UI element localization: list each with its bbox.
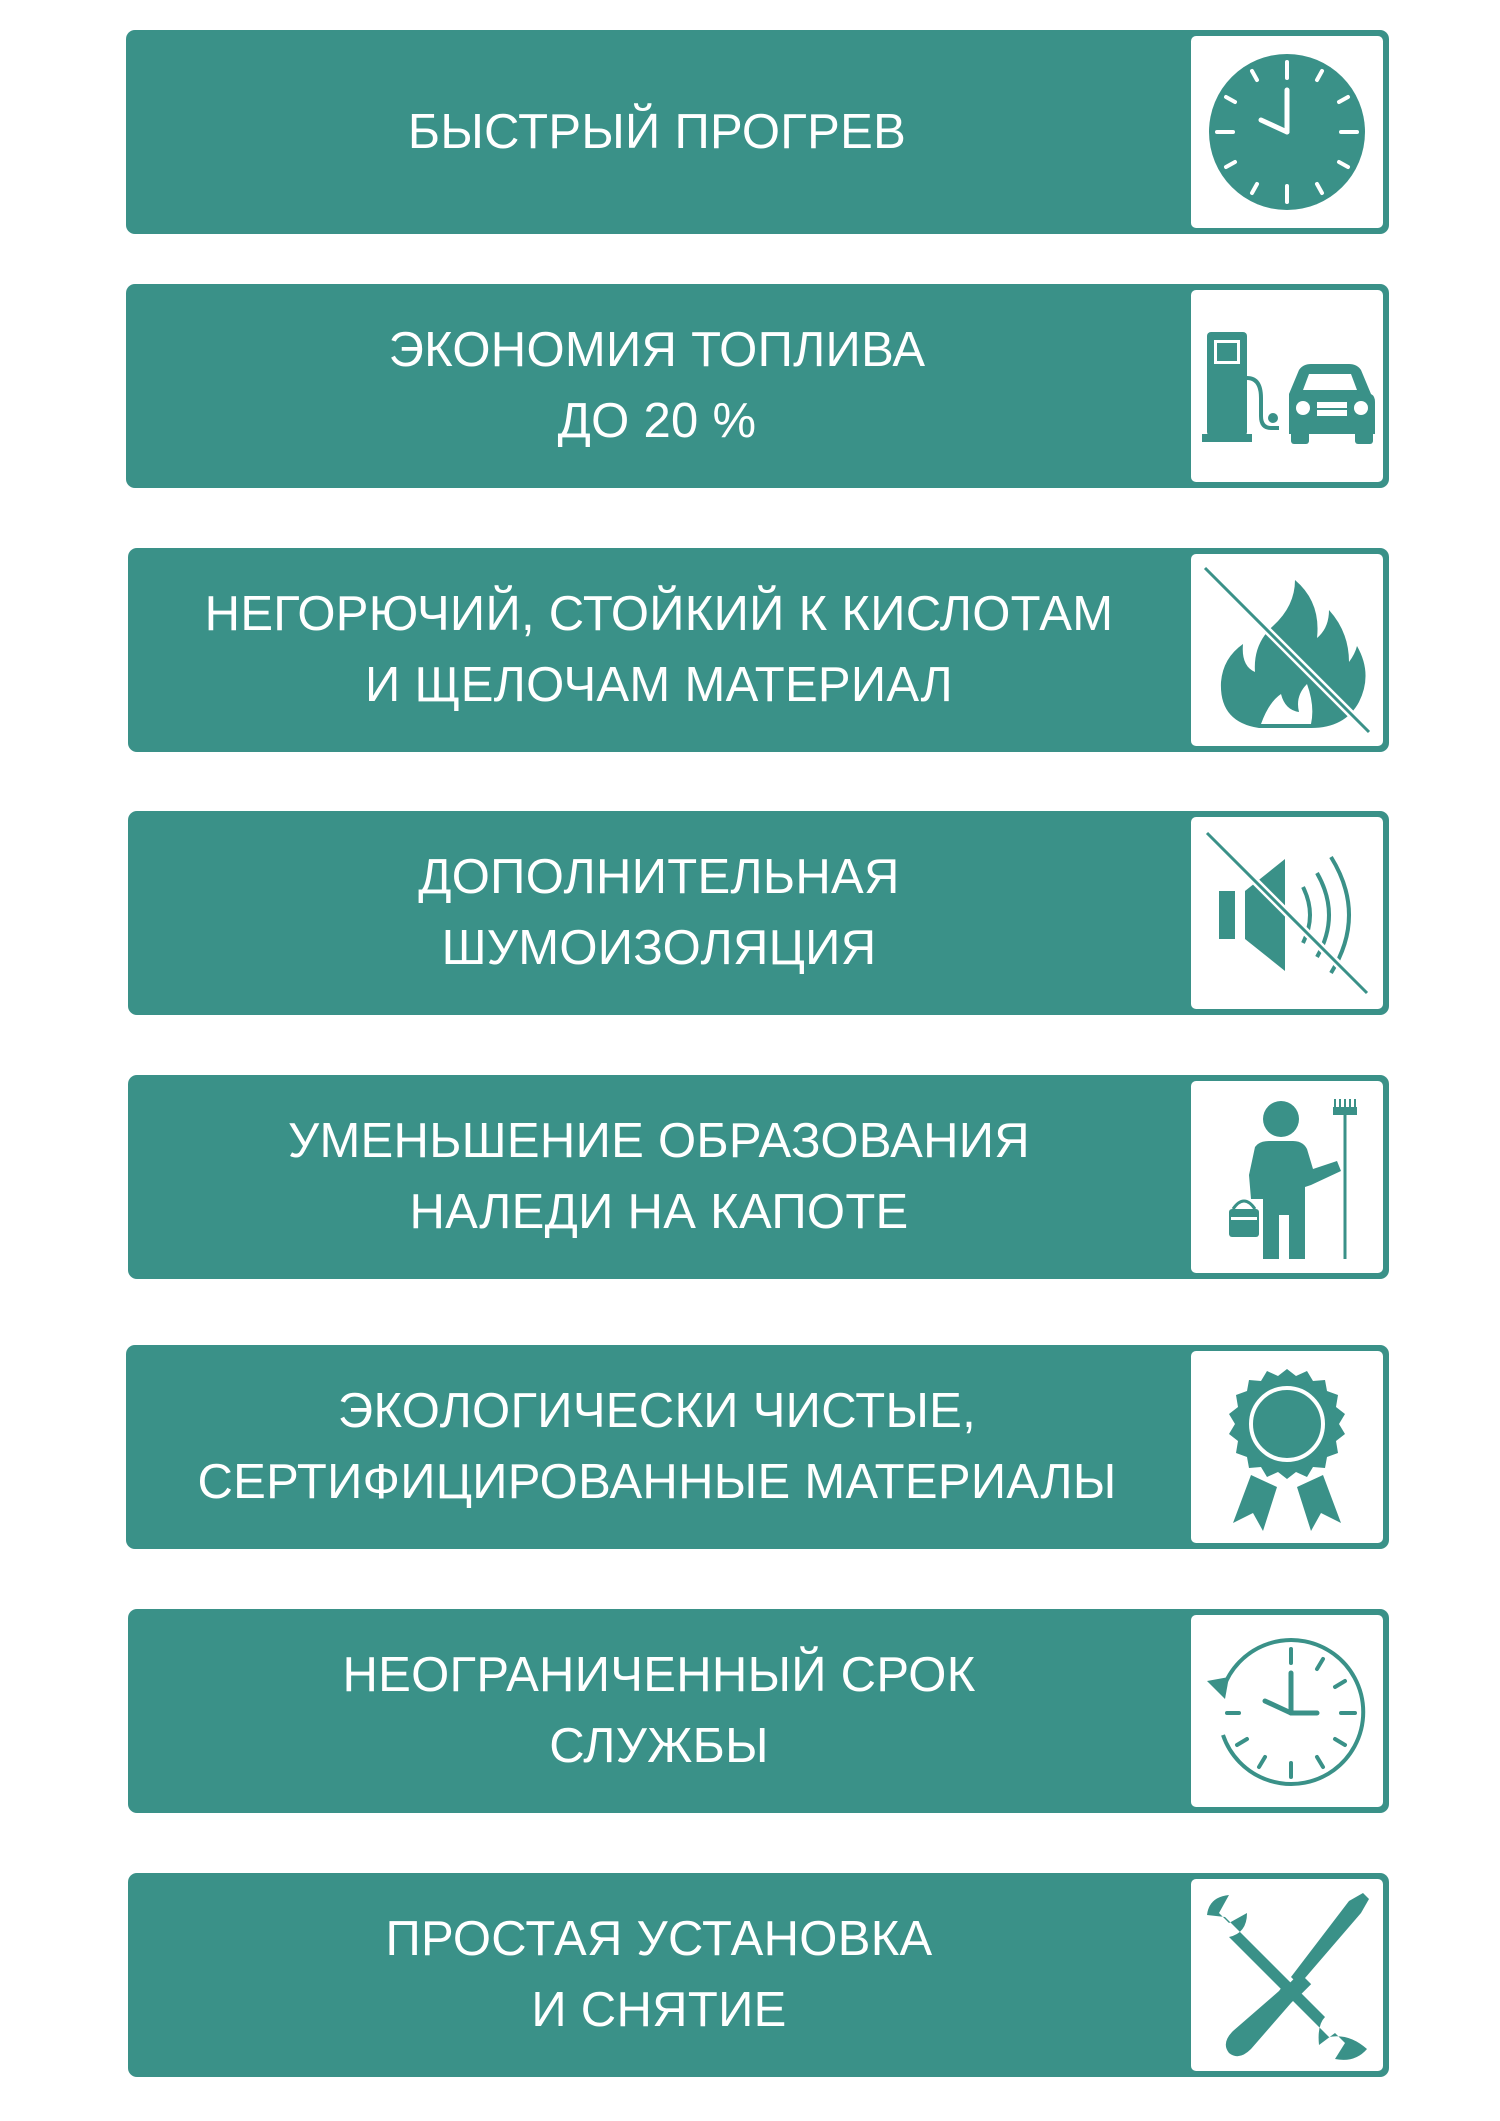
feature-line: И ЩЕЛОЧАМ МАТЕРИАЛ bbox=[365, 658, 953, 712]
feature-text bbox=[126, 1345, 1188, 1549]
feature-card-ice-reduction bbox=[128, 1075, 1389, 1279]
feature-card-unlimited-life bbox=[128, 1609, 1389, 1813]
feature-line: ШУМОИЗОЛЯЦИЯ bbox=[441, 921, 877, 975]
feature-line: ЭКОНОМИЯ ТОПЛИВА bbox=[388, 323, 926, 377]
feature-card-easy-install bbox=[128, 1873, 1389, 2077]
feature-line: СЛУЖБЫ bbox=[549, 1719, 769, 1773]
icon-box bbox=[1191, 554, 1383, 746]
feature-card-fuel-saving bbox=[126, 284, 1389, 488]
feature-line: БЫСТРЫЙ ПРОГРЕВ bbox=[407, 104, 907, 159]
icon-box bbox=[1191, 1615, 1383, 1807]
icon-box bbox=[1191, 817, 1383, 1009]
no-fire-icon bbox=[1199, 562, 1375, 738]
feature-text bbox=[128, 548, 1190, 752]
feature-text bbox=[128, 1873, 1190, 2077]
feature-card-eco-certified bbox=[126, 1345, 1389, 1549]
certificate-badge-icon bbox=[1199, 1359, 1375, 1535]
feature-line: УМЕНЬШЕНИЕ ОБРАЗОВАНИЯ bbox=[288, 1114, 1030, 1168]
feature-line: НЕОГРАНИЧЕННЫЙ СРОК bbox=[342, 1648, 976, 1702]
clock-icon bbox=[1199, 44, 1375, 220]
feature-line: И СНЯТИЕ bbox=[531, 1983, 787, 2037]
feature-text bbox=[126, 284, 1188, 488]
feature-card-fireproof bbox=[128, 548, 1389, 752]
clock-arrow-icon bbox=[1199, 1623, 1375, 1799]
icon-box bbox=[1191, 1879, 1383, 2071]
no-sound-icon bbox=[1199, 825, 1375, 1001]
feature-text bbox=[126, 30, 1188, 234]
feature-line: НАЛЕДИ НА КАПОТЕ bbox=[409, 1185, 909, 1239]
icon-box bbox=[1191, 1081, 1383, 1273]
fuel-pump-car-icon bbox=[1199, 298, 1375, 474]
feature-line: ДО 20 % bbox=[557, 394, 757, 448]
icon-box bbox=[1191, 290, 1383, 482]
feature-line: СЕРТИФИЦИРОВАННЫЕ МАТЕРИАЛЫ bbox=[197, 1455, 1117, 1509]
feature-text bbox=[128, 811, 1190, 1015]
feature-card-fast-warmup bbox=[126, 30, 1389, 234]
icon-box bbox=[1191, 36, 1383, 228]
cleaner-icon bbox=[1199, 1089, 1375, 1265]
feature-line: ПРОСТАЯ УСТАНОВКА bbox=[385, 1912, 933, 1966]
feature-line: ЭКОЛОГИЧЕСКИ ЧИСТЫЕ, bbox=[337, 1384, 977, 1438]
icon-box bbox=[1191, 1351, 1383, 1543]
feature-line: ДОПОЛНИТЕЛЬНАЯ bbox=[418, 850, 900, 904]
feature-text bbox=[128, 1075, 1190, 1279]
feature-card-sound-insulation bbox=[128, 811, 1389, 1015]
wrench-screwdriver-icon bbox=[1199, 1887, 1375, 2063]
feature-line: НЕГОРЮЧИЙ, СТОЙКИЙ К КИСЛОТАМ bbox=[204, 587, 1114, 641]
feature-text bbox=[128, 1609, 1190, 1813]
